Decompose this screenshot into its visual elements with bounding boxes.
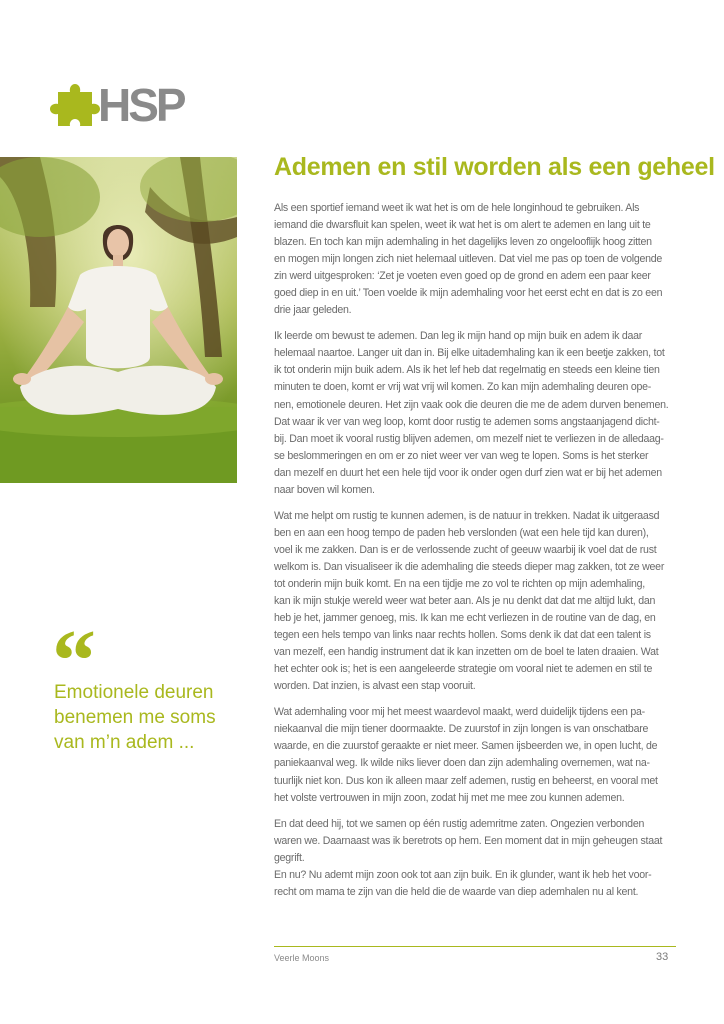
quote-mark-icon: “ bbox=[52, 613, 96, 710]
meditation-photo bbox=[0, 157, 237, 483]
paragraph: En dat deed hij, tot we samen op één rustig ademritme zaten. Ongezien verbonden waren we. Daarnaast was ik beretrots op hem. Een moment dat in mijn geheugen staat gegrift. bbox=[274, 817, 663, 864]
paragraph: Wat me helpt om rustig te kunnen ademen, is de natuur in trekken. Nadat ik uitgeraasd ben en aan een hoog tempo de paden heb verslonden (wat een hele tijd kan duren), voel ik me zakken. Dan is er de verlossende zucht of geeuw waarbij ik voel dat de rust welkom is. Dan visualiseer ik die ademhaling die steeds dieper mag zakken, tot ze weer tot onderin mijn buik komt. En na een tijdje me zo vol te richten op mijn ademhaling, kan ik mijn stukje wereld weer wat beter aan. Als je nu denkt dat dat me altijd lukt, dan heb je het, jammer genoeg, mis. Ik kan me echt verliezen in de routine van de dag, en tegen een hels tempo van links naar rechts hollen. Soms denk ik dat dat een talent is van mezelf, een handig instrument dat ik kan inzetten om de boel te laten draaien. Wat het echter ook is; het is een aangeleerde strategie om vooral niet te ademen en stil te worden. Dat inzien, is alvast een stap vooruit. bbox=[274, 509, 665, 693]
article-title: Ademen en stil worden als een geheel bbox=[274, 153, 715, 181]
paragraph: En nu? Nu ademt mijn zoon ook tot aan zijn buik. En ik glunder, want ik heb het voor- recht om mama te zijn van die held die de waarde van diep ademhalen nu al kent. bbox=[274, 868, 652, 898]
logo-text: HSP bbox=[98, 79, 184, 131]
paragraph: Als een sportief iemand weet ik wat het is om de hele longinhoud te gebruiken. Als iemand die dwarsfluit kan spelen, weet ik wat het is om alert te ademen en lang uit te blazen. En toch kan mijn ademhaling in het dagelijks leven zo ongelooflijk hoog zitten en mogen mijn longen zich niet helemaal uitleven. Dat viel me pas op toen de volgende zin werd uitgesproken: ‘Zet je voeten even goed op de grond en adem een paar keer goed diep in en uit.’ Toen voelde ik mijn ademhaling voor het eerst echt en dat is zo een drie jaar geleden. bbox=[274, 202, 663, 317]
page-number: 33 bbox=[656, 951, 669, 963]
paragraph: Wat ademhaling voor mij het meest waardevol maakt, werd duidelijk tijdens een pa- niekaanval die mijn tiener doormaakte. De zuurstof in zijn longen is van onschatbare waarde, en die zuurstof geraakte er niet meer. Samen ijsbeerden we, in open lucht, de paniekaanval weg. Ik wilde niks liever doen dan zijn ademhaling overnemen, wat na- tuurlijk niet kon. Dus kon ik alleen maar zelf ademen, rustig en beheerst, en vooral met het volste vertrouwen in mijn zoon, zodat hij met me mee zou kunnen ademen. bbox=[274, 706, 658, 804]
hsp-logo bbox=[50, 80, 200, 134]
article-body bbox=[274, 200, 674, 910]
footer-divider bbox=[274, 946, 676, 947]
paragraph: Ik leerde om bewust te ademen. Dan leg ik mijn hand op mijn buik en adem ik daar helemaal naartoe. Langer uit dan in. Bij elke uitademhaling kan ik een beetje zakken, tot ik tot onderin mijn buik adem. Als ik het lef heb dat regelmatig en steeds een kleine tien minuten te doen, komt er vrij wat vrij wil komen. Zo kan mijn ademhaling deuren ope- nen, emotionele deuren. Het zijn vaak ook die deuren die me de adem durven benemen. Dat waar ik ver van weg loop, komt door rustig te ademen soms angstaanjagend dicht- bij. Dan moet ik vooral rustig blijven ademen, om mezelf niet te verliezen in de alledaag- se beslommeringen en om er zo niet weer ver van weg te lopen. Soms is het sterker dan mezelf en duurt het een hele tijd voor ik onder ogen durf zien wat er bij het ademen naar boven wil komen. bbox=[274, 330, 669, 496]
puzzle-piece-icon bbox=[50, 84, 102, 132]
pull-quote: Emotionele deuren benemen me soms van m’n adem ... bbox=[54, 682, 216, 753]
footer-author: Veerle Moons bbox=[274, 953, 330, 963]
